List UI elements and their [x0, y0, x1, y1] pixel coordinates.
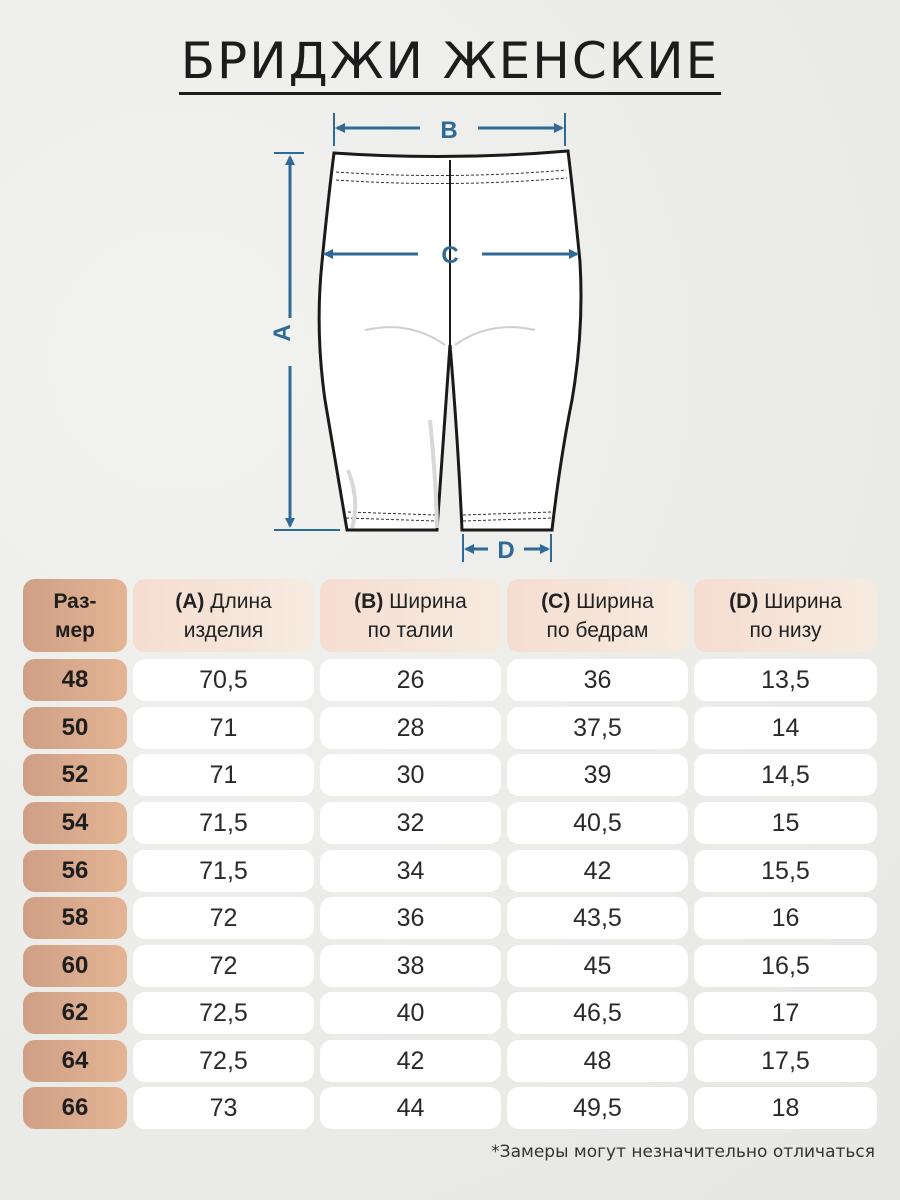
size-cell: 60 — [23, 945, 127, 987]
column-header-a: (A) Длина изделия — [133, 579, 314, 652]
label-a: A — [269, 324, 296, 342]
size-cell: 58 — [23, 897, 127, 939]
value-d: 18 — [694, 1087, 877, 1129]
value-a: 72,5 — [133, 992, 314, 1034]
label-b: B — [440, 117, 458, 144]
footnote: *Замеры могут незначительно отличаться — [491, 1142, 875, 1162]
shorts-measurement-diagram — [0, 0, 900, 580]
value-b: 38 — [320, 945, 501, 987]
size-cell: 48 — [23, 659, 127, 701]
label-d: D — [497, 537, 515, 564]
measure-d — [463, 534, 551, 564]
value-d: 14 — [694, 707, 877, 749]
value-b: 40 — [320, 992, 501, 1034]
value-b: 34 — [320, 850, 501, 892]
value-d: 16,5 — [694, 945, 877, 987]
label-c: C — [441, 242, 459, 269]
value-d: 13,5 — [694, 659, 877, 701]
value-b: 36 — [320, 897, 501, 939]
value-c: 37,5 — [507, 707, 688, 749]
value-c: 43,5 — [507, 897, 688, 939]
size-cell: 62 — [23, 992, 127, 1034]
value-d: 17,5 — [694, 1040, 877, 1082]
value-a: 71,5 — [133, 802, 314, 844]
value-d: 16 — [694, 897, 877, 939]
value-c: 36 — [507, 659, 688, 701]
column-header-b: (B) Ширина по талии — [320, 579, 501, 652]
size-cell: 50 — [23, 707, 127, 749]
value-a: 70,5 — [133, 659, 314, 701]
value-c: 40,5 — [507, 802, 688, 844]
value-b: 32 — [320, 802, 501, 844]
value-c: 46,5 — [507, 992, 688, 1034]
value-c: 45 — [507, 945, 688, 987]
value-a: 71 — [133, 754, 314, 796]
size-cell: 66 — [23, 1087, 127, 1129]
value-c: 39 — [507, 754, 688, 796]
size-cell: 52 — [23, 754, 127, 796]
size-cell: 56 — [23, 850, 127, 892]
shorts-outline — [319, 151, 581, 530]
value-d: 14,5 — [694, 754, 877, 796]
value-a: 73 — [133, 1087, 314, 1129]
page-title: БРИДЖИ ЖЕНСКИЕ — [0, 32, 900, 90]
measure-b — [334, 113, 565, 146]
size-cell: 54 — [23, 802, 127, 844]
value-a: 71,5 — [133, 850, 314, 892]
value-b: 30 — [320, 754, 501, 796]
value-b: 28 — [320, 707, 501, 749]
value-d: 15 — [694, 802, 877, 844]
value-b: 42 — [320, 1040, 501, 1082]
value-b: 44 — [320, 1087, 501, 1129]
size-column-header: Раз- мер — [23, 579, 127, 652]
value-c: 48 — [507, 1040, 688, 1082]
value-a: 72 — [133, 945, 314, 987]
column-header-d: (D) Ширина по низу — [694, 579, 877, 652]
size-cell: 64 — [23, 1040, 127, 1082]
value-d: 17 — [694, 992, 877, 1034]
value-c: 49,5 — [507, 1087, 688, 1129]
value-b: 26 — [320, 659, 501, 701]
value-d: 15,5 — [694, 850, 877, 892]
value-c: 42 — [507, 850, 688, 892]
value-a: 72 — [133, 897, 314, 939]
value-a: 71 — [133, 707, 314, 749]
value-a: 72,5 — [133, 1040, 314, 1082]
column-header-c: (C) Ширина по бедрам — [507, 579, 688, 652]
